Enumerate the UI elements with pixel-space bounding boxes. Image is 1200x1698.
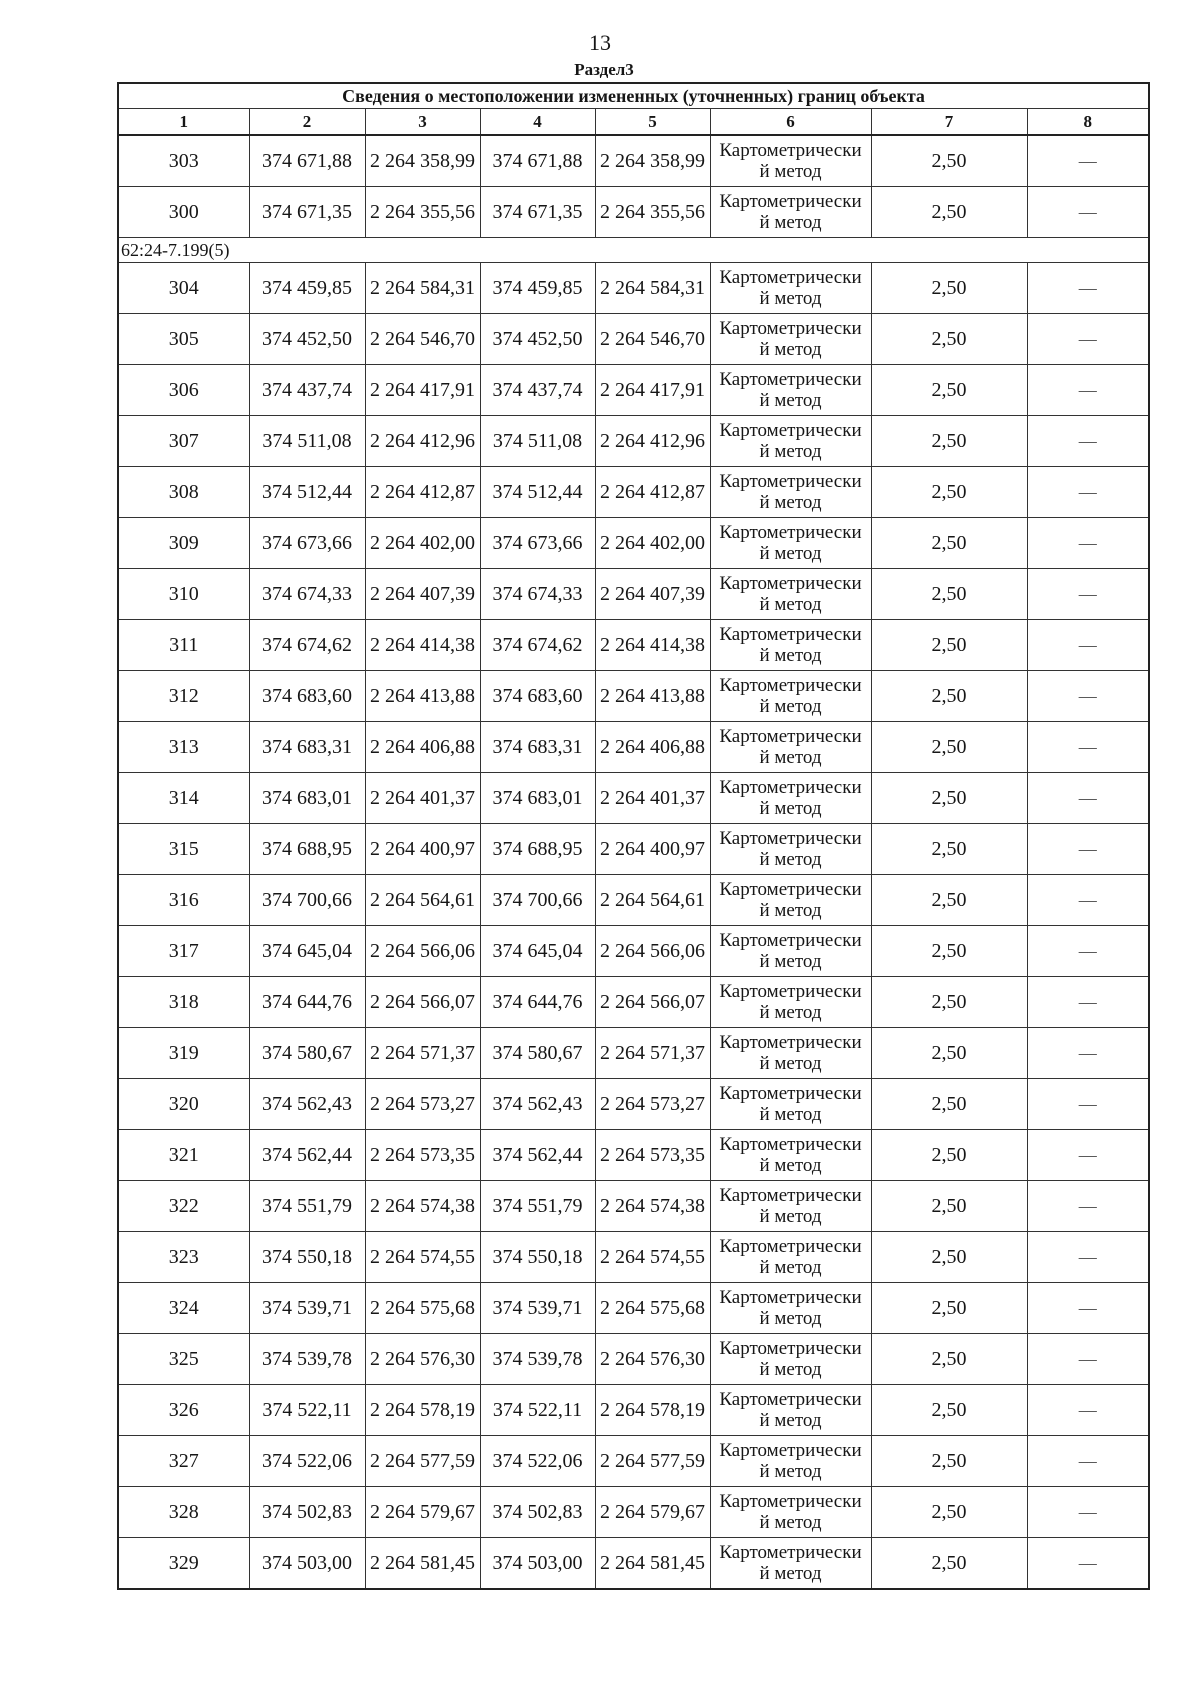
accuracy-cell: 2,50 [871, 1028, 1027, 1079]
x-old-cell: 374 511,08 [249, 416, 365, 467]
y-old-cell: 2 264 566,07 [365, 977, 480, 1028]
table-row [118, 926, 1149, 977]
column-number-7: 7 [871, 109, 1027, 136]
parcel-group-label: 62:24-7.199(5) [118, 238, 1149, 263]
method-cell: Картометрически й метод [710, 135, 871, 187]
description-cell: — [1027, 671, 1149, 722]
accuracy-cell: 2,50 [871, 467, 1027, 518]
y-old-cell: 2 264 578,19 [365, 1385, 480, 1436]
section-label: Раздел3 [574, 60, 634, 79]
accuracy-cell: 2,50 [871, 875, 1027, 926]
y-new-cell: 2 264 412,87 [595, 467, 710, 518]
method-cell: Картометрически й метод [710, 1028, 871, 1079]
y-new-cell: 2 264 564,61 [595, 875, 710, 926]
y-new-cell: 2 264 571,37 [595, 1028, 710, 1079]
page-number: 13 [589, 30, 611, 55]
x-new-cell: 374 539,78 [480, 1334, 595, 1385]
accuracy-cell: 2,50 [871, 620, 1027, 671]
point-number-cell: 324 [118, 1283, 249, 1334]
y-new-cell: 2 264 581,45 [595, 1538, 710, 1590]
description-cell: — [1027, 926, 1149, 977]
table-row [118, 875, 1149, 926]
y-new-cell: 2 264 578,19 [595, 1385, 710, 1436]
y-old-cell: 2 264 576,30 [365, 1334, 480, 1385]
description-cell: — [1027, 620, 1149, 671]
description-cell: — [1027, 1334, 1149, 1385]
description-cell: — [1027, 365, 1149, 416]
description-cell: — [1027, 1130, 1149, 1181]
x-old-cell: 374 683,01 [249, 773, 365, 824]
y-old-cell: 2 264 571,37 [365, 1028, 480, 1079]
method-cell: Картометрически й метод [710, 1334, 871, 1385]
table-body [118, 83, 1149, 1589]
y-old-cell: 2 264 577,59 [365, 1436, 480, 1487]
method-cell: Картометрически й метод [710, 187, 871, 238]
method-cell: Картометрически й метод [710, 1283, 871, 1334]
y-old-cell: 2 264 412,87 [365, 467, 480, 518]
accuracy-cell: 2,50 [871, 1487, 1027, 1538]
y-new-cell: 2 264 414,38 [595, 620, 710, 671]
y-old-cell: 2 264 579,67 [365, 1487, 480, 1538]
x-new-cell: 374 562,44 [480, 1130, 595, 1181]
description-cell: — [1027, 263, 1149, 314]
y-new-cell: 2 264 413,88 [595, 671, 710, 722]
accuracy-cell: 2,50 [871, 1334, 1027, 1385]
x-old-cell: 374 674,62 [249, 620, 365, 671]
accuracy-cell: 2,50 [871, 1385, 1027, 1436]
column-number-1: 1 [118, 109, 249, 136]
x-old-cell: 374 503,00 [249, 1538, 365, 1590]
y-new-cell: 2 264 400,97 [595, 824, 710, 875]
point-number-cell: 322 [118, 1181, 249, 1232]
point-number-cell: 315 [118, 824, 249, 875]
x-old-cell: 374 512,44 [249, 467, 365, 518]
accuracy-cell: 2,50 [871, 1283, 1027, 1334]
description-cell: — [1027, 773, 1149, 824]
column-number-6: 6 [710, 109, 871, 136]
x-new-cell: 374 512,44 [480, 467, 595, 518]
table-row [118, 1385, 1149, 1436]
y-new-cell: 2 264 574,55 [595, 1232, 710, 1283]
table-row [118, 569, 1149, 620]
description-cell: — [1027, 1385, 1149, 1436]
method-cell: Картометрически й метод [710, 416, 871, 467]
accuracy-cell: 2,50 [871, 314, 1027, 365]
y-old-cell: 2 264 412,96 [365, 416, 480, 467]
x-new-cell: 374 671,88 [480, 135, 595, 187]
method-cell: Картометрически й метод [710, 1130, 871, 1181]
method-cell: Картометрически й метод [710, 467, 871, 518]
x-new-cell: 374 522,11 [480, 1385, 595, 1436]
method-cell: Картометрически й метод [710, 1385, 871, 1436]
y-new-cell: 2 264 402,00 [595, 518, 710, 569]
method-cell: Картометрически й метод [710, 1538, 871, 1590]
x-new-cell: 374 580,67 [480, 1028, 595, 1079]
accuracy-cell: 2,50 [871, 263, 1027, 314]
x-old-cell: 374 539,78 [249, 1334, 365, 1385]
method-cell: Картометрически й метод [710, 773, 871, 824]
table-row [118, 416, 1149, 467]
accuracy-cell: 2,50 [871, 365, 1027, 416]
column-number-2: 2 [249, 109, 365, 136]
y-old-cell: 2 264 355,56 [365, 187, 480, 238]
y-old-cell: 2 264 573,27 [365, 1079, 480, 1130]
y-new-cell: 2 264 575,68 [595, 1283, 710, 1334]
x-new-cell: 374 503,00 [480, 1538, 595, 1590]
accuracy-cell: 2,50 [871, 926, 1027, 977]
x-old-cell: 374 437,74 [249, 365, 365, 416]
x-new-cell: 374 459,85 [480, 263, 595, 314]
column-number-8: 8 [1027, 109, 1149, 136]
x-new-cell: 374 562,43 [480, 1079, 595, 1130]
y-new-cell: 2 264 566,06 [595, 926, 710, 977]
boundary-coordinates-table [117, 82, 1150, 1590]
y-new-cell: 2 264 546,70 [595, 314, 710, 365]
point-number-cell: 327 [118, 1436, 249, 1487]
method-cell: Картометрически й метод [710, 1436, 871, 1487]
column-number-5: 5 [595, 109, 710, 136]
x-new-cell: 374 674,33 [480, 569, 595, 620]
point-number-cell: 328 [118, 1487, 249, 1538]
y-old-cell: 2 264 566,06 [365, 926, 480, 977]
accuracy-cell: 2,50 [871, 416, 1027, 467]
table-row [118, 1232, 1149, 1283]
table-row [118, 1181, 1149, 1232]
x-new-cell: 374 502,83 [480, 1487, 595, 1538]
table-row [118, 365, 1149, 416]
point-number-cell: 309 [118, 518, 249, 569]
description-cell: — [1027, 1181, 1149, 1232]
x-old-cell: 374 522,11 [249, 1385, 365, 1436]
point-number-cell: 306 [118, 365, 249, 416]
point-number-cell: 308 [118, 467, 249, 518]
y-new-cell: 2 264 358,99 [595, 135, 710, 187]
y-new-cell: 2 264 401,37 [595, 773, 710, 824]
x-old-cell: 374 452,50 [249, 314, 365, 365]
x-old-cell: 374 522,06 [249, 1436, 365, 1487]
method-cell: Картометрически й метод [710, 1232, 871, 1283]
accuracy-cell: 2,50 [871, 977, 1027, 1028]
y-old-cell: 2 264 413,88 [365, 671, 480, 722]
table-row [118, 1487, 1149, 1538]
x-old-cell: 374 562,44 [249, 1130, 365, 1181]
y-old-cell: 2 264 574,55 [365, 1232, 480, 1283]
method-cell: Картометрически й метод [710, 518, 871, 569]
y-new-cell: 2 264 573,35 [595, 1130, 710, 1181]
table-row [118, 1028, 1149, 1079]
method-cell: Картометрически й метод [710, 569, 871, 620]
point-number-cell: 313 [118, 722, 249, 773]
x-new-cell: 374 511,08 [480, 416, 595, 467]
x-new-cell: 374 671,35 [480, 187, 595, 238]
description-cell: — [1027, 1487, 1149, 1538]
description-cell: — [1027, 1028, 1149, 1079]
table-row [118, 263, 1149, 314]
x-new-cell: 374 551,79 [480, 1181, 595, 1232]
description-cell: — [1027, 569, 1149, 620]
description-cell: — [1027, 824, 1149, 875]
x-old-cell: 374 539,71 [249, 1283, 365, 1334]
accuracy-cell: 2,50 [871, 1538, 1027, 1590]
table-row [118, 467, 1149, 518]
x-new-cell: 374 522,06 [480, 1436, 595, 1487]
method-cell: Картометрически й метод [710, 1487, 871, 1538]
y-new-cell: 2 264 579,67 [595, 1487, 710, 1538]
description-cell: — [1027, 875, 1149, 926]
point-number-cell: 312 [118, 671, 249, 722]
point-number-cell: 320 [118, 1079, 249, 1130]
table-row [118, 187, 1149, 238]
point-number-cell: 314 [118, 773, 249, 824]
method-cell: Картометрически й метод [710, 365, 871, 416]
method-cell: Картометрически й метод [710, 1079, 871, 1130]
method-cell: Картометрически й метод [710, 926, 871, 977]
accuracy-cell: 2,50 [871, 773, 1027, 824]
description-cell: — [1027, 1232, 1149, 1283]
accuracy-cell: 2,50 [871, 187, 1027, 238]
description-cell: — [1027, 722, 1149, 773]
point-number-cell: 304 [118, 263, 249, 314]
point-number-cell: 329 [118, 1538, 249, 1590]
x-old-cell: 374 459,85 [249, 263, 365, 314]
x-old-cell: 374 674,33 [249, 569, 365, 620]
description-cell: — [1027, 518, 1149, 569]
table-row [118, 1283, 1149, 1334]
description-cell: — [1027, 1436, 1149, 1487]
point-number-cell: 316 [118, 875, 249, 926]
table-row [118, 671, 1149, 722]
x-new-cell: 374 437,74 [480, 365, 595, 416]
x-old-cell: 374 688,95 [249, 824, 365, 875]
table-title-row [118, 83, 1149, 109]
y-new-cell: 2 264 407,39 [595, 569, 710, 620]
y-old-cell: 2 264 564,61 [365, 875, 480, 926]
y-old-cell: 2 264 400,97 [365, 824, 480, 875]
x-old-cell: 374 671,88 [249, 135, 365, 187]
table-row [118, 1538, 1149, 1590]
y-old-cell: 2 264 401,37 [365, 773, 480, 824]
point-number-cell: 318 [118, 977, 249, 1028]
x-new-cell: 374 683,60 [480, 671, 595, 722]
y-old-cell: 2 264 573,35 [365, 1130, 480, 1181]
y-old-cell: 2 264 575,68 [365, 1283, 480, 1334]
x-new-cell: 374 683,31 [480, 722, 595, 773]
x-old-cell: 374 551,79 [249, 1181, 365, 1232]
x-old-cell: 374 645,04 [249, 926, 365, 977]
point-number-cell: 310 [118, 569, 249, 620]
x-old-cell: 374 580,67 [249, 1028, 365, 1079]
point-number-cell: 305 [118, 314, 249, 365]
y-old-cell: 2 264 417,91 [365, 365, 480, 416]
table-row [118, 773, 1149, 824]
point-number-cell: 323 [118, 1232, 249, 1283]
description-cell: — [1027, 187, 1149, 238]
point-number-cell: 317 [118, 926, 249, 977]
x-new-cell: 374 539,71 [480, 1283, 595, 1334]
y-old-cell: 2 264 407,39 [365, 569, 480, 620]
description-cell: — [1027, 977, 1149, 1028]
y-new-cell: 2 264 355,56 [595, 187, 710, 238]
column-number-4: 4 [480, 109, 595, 136]
parcel-group-row [118, 238, 1149, 263]
point-number-cell: 325 [118, 1334, 249, 1385]
accuracy-cell: 2,50 [871, 671, 1027, 722]
column-number-row [118, 109, 1149, 136]
x-new-cell: 374 452,50 [480, 314, 595, 365]
method-cell: Картометрически й метод [710, 875, 871, 926]
accuracy-cell: 2,50 [871, 1181, 1027, 1232]
x-new-cell: 374 674,62 [480, 620, 595, 671]
accuracy-cell: 2,50 [871, 569, 1027, 620]
x-new-cell: 374 644,76 [480, 977, 595, 1028]
x-old-cell: 374 683,31 [249, 722, 365, 773]
point-number-cell: 326 [118, 1385, 249, 1436]
x-old-cell: 374 700,66 [249, 875, 365, 926]
y-old-cell: 2 264 546,70 [365, 314, 480, 365]
point-number-cell: 319 [118, 1028, 249, 1079]
y-old-cell: 2 264 574,38 [365, 1181, 480, 1232]
accuracy-cell: 2,50 [871, 824, 1027, 875]
x-new-cell: 374 688,95 [480, 824, 595, 875]
method-cell: Картометрически й метод [710, 722, 871, 773]
method-cell: Картометрически й метод [710, 977, 871, 1028]
y-new-cell: 2 264 412,96 [595, 416, 710, 467]
table-row [118, 1334, 1149, 1385]
y-new-cell: 2 264 406,88 [595, 722, 710, 773]
method-cell: Картометрически й метод [710, 620, 871, 671]
description-cell: — [1027, 1079, 1149, 1130]
accuracy-cell: 2,50 [871, 135, 1027, 187]
description-cell: — [1027, 1538, 1149, 1590]
y-new-cell: 2 264 576,30 [595, 1334, 710, 1385]
y-new-cell: 2 264 577,59 [595, 1436, 710, 1487]
x-old-cell: 374 562,43 [249, 1079, 365, 1130]
x-old-cell: 374 671,35 [249, 187, 365, 238]
table-row [118, 824, 1149, 875]
accuracy-cell: 2,50 [871, 1130, 1027, 1181]
y-new-cell: 2 264 584,31 [595, 263, 710, 314]
method-cell: Картометрически й метод [710, 1181, 871, 1232]
accuracy-cell: 2,50 [871, 518, 1027, 569]
point-number-cell: 321 [118, 1130, 249, 1181]
x-old-cell: 374 502,83 [249, 1487, 365, 1538]
method-cell: Картометрически й метод [710, 671, 871, 722]
x-old-cell: 374 550,18 [249, 1232, 365, 1283]
column-number-3: 3 [365, 109, 480, 136]
table-row [118, 722, 1149, 773]
table-title: Сведения о местоположении измененных (уточненных) границ объекта [118, 83, 1149, 109]
table-row [118, 314, 1149, 365]
y-old-cell: 2 264 581,45 [365, 1538, 480, 1590]
method-cell: Картометрически й метод [710, 263, 871, 314]
accuracy-cell: 2,50 [871, 1436, 1027, 1487]
table-row [118, 1130, 1149, 1181]
accuracy-cell: 2,50 [871, 1232, 1027, 1283]
y-old-cell: 2 264 402,00 [365, 518, 480, 569]
point-number-cell: 311 [118, 620, 249, 671]
point-number-cell: 303 [118, 135, 249, 187]
x-new-cell: 374 700,66 [480, 875, 595, 926]
y-new-cell: 2 264 573,27 [595, 1079, 710, 1130]
accuracy-cell: 2,50 [871, 1079, 1027, 1130]
y-new-cell: 2 264 574,38 [595, 1181, 710, 1232]
description-cell: — [1027, 1283, 1149, 1334]
point-number-cell: 300 [118, 187, 249, 238]
x-new-cell: 374 683,01 [480, 773, 595, 824]
x-new-cell: 374 550,18 [480, 1232, 595, 1283]
table-row [118, 1079, 1149, 1130]
y-new-cell: 2 264 417,91 [595, 365, 710, 416]
y-old-cell: 2 264 584,31 [365, 263, 480, 314]
x-new-cell: 374 673,66 [480, 518, 595, 569]
method-cell: Картометрически й метод [710, 824, 871, 875]
description-cell: — [1027, 467, 1149, 518]
point-number-cell: 307 [118, 416, 249, 467]
x-old-cell: 374 644,76 [249, 977, 365, 1028]
x-old-cell: 374 673,66 [249, 518, 365, 569]
table-row [118, 977, 1149, 1028]
accuracy-cell: 2,50 [871, 722, 1027, 773]
description-cell: — [1027, 314, 1149, 365]
method-cell: Картометрически й метод [710, 314, 871, 365]
table-row [118, 518, 1149, 569]
y-new-cell: 2 264 566,07 [595, 977, 710, 1028]
description-cell: — [1027, 135, 1149, 187]
y-old-cell: 2 264 414,38 [365, 620, 480, 671]
y-old-cell: 2 264 406,88 [365, 722, 480, 773]
description-cell: — [1027, 416, 1149, 467]
x-new-cell: 374 645,04 [480, 926, 595, 977]
table-row [118, 1436, 1149, 1487]
x-old-cell: 374 683,60 [249, 671, 365, 722]
table-row [118, 135, 1149, 187]
table-row [118, 620, 1149, 671]
y-old-cell: 2 264 358,99 [365, 135, 480, 187]
